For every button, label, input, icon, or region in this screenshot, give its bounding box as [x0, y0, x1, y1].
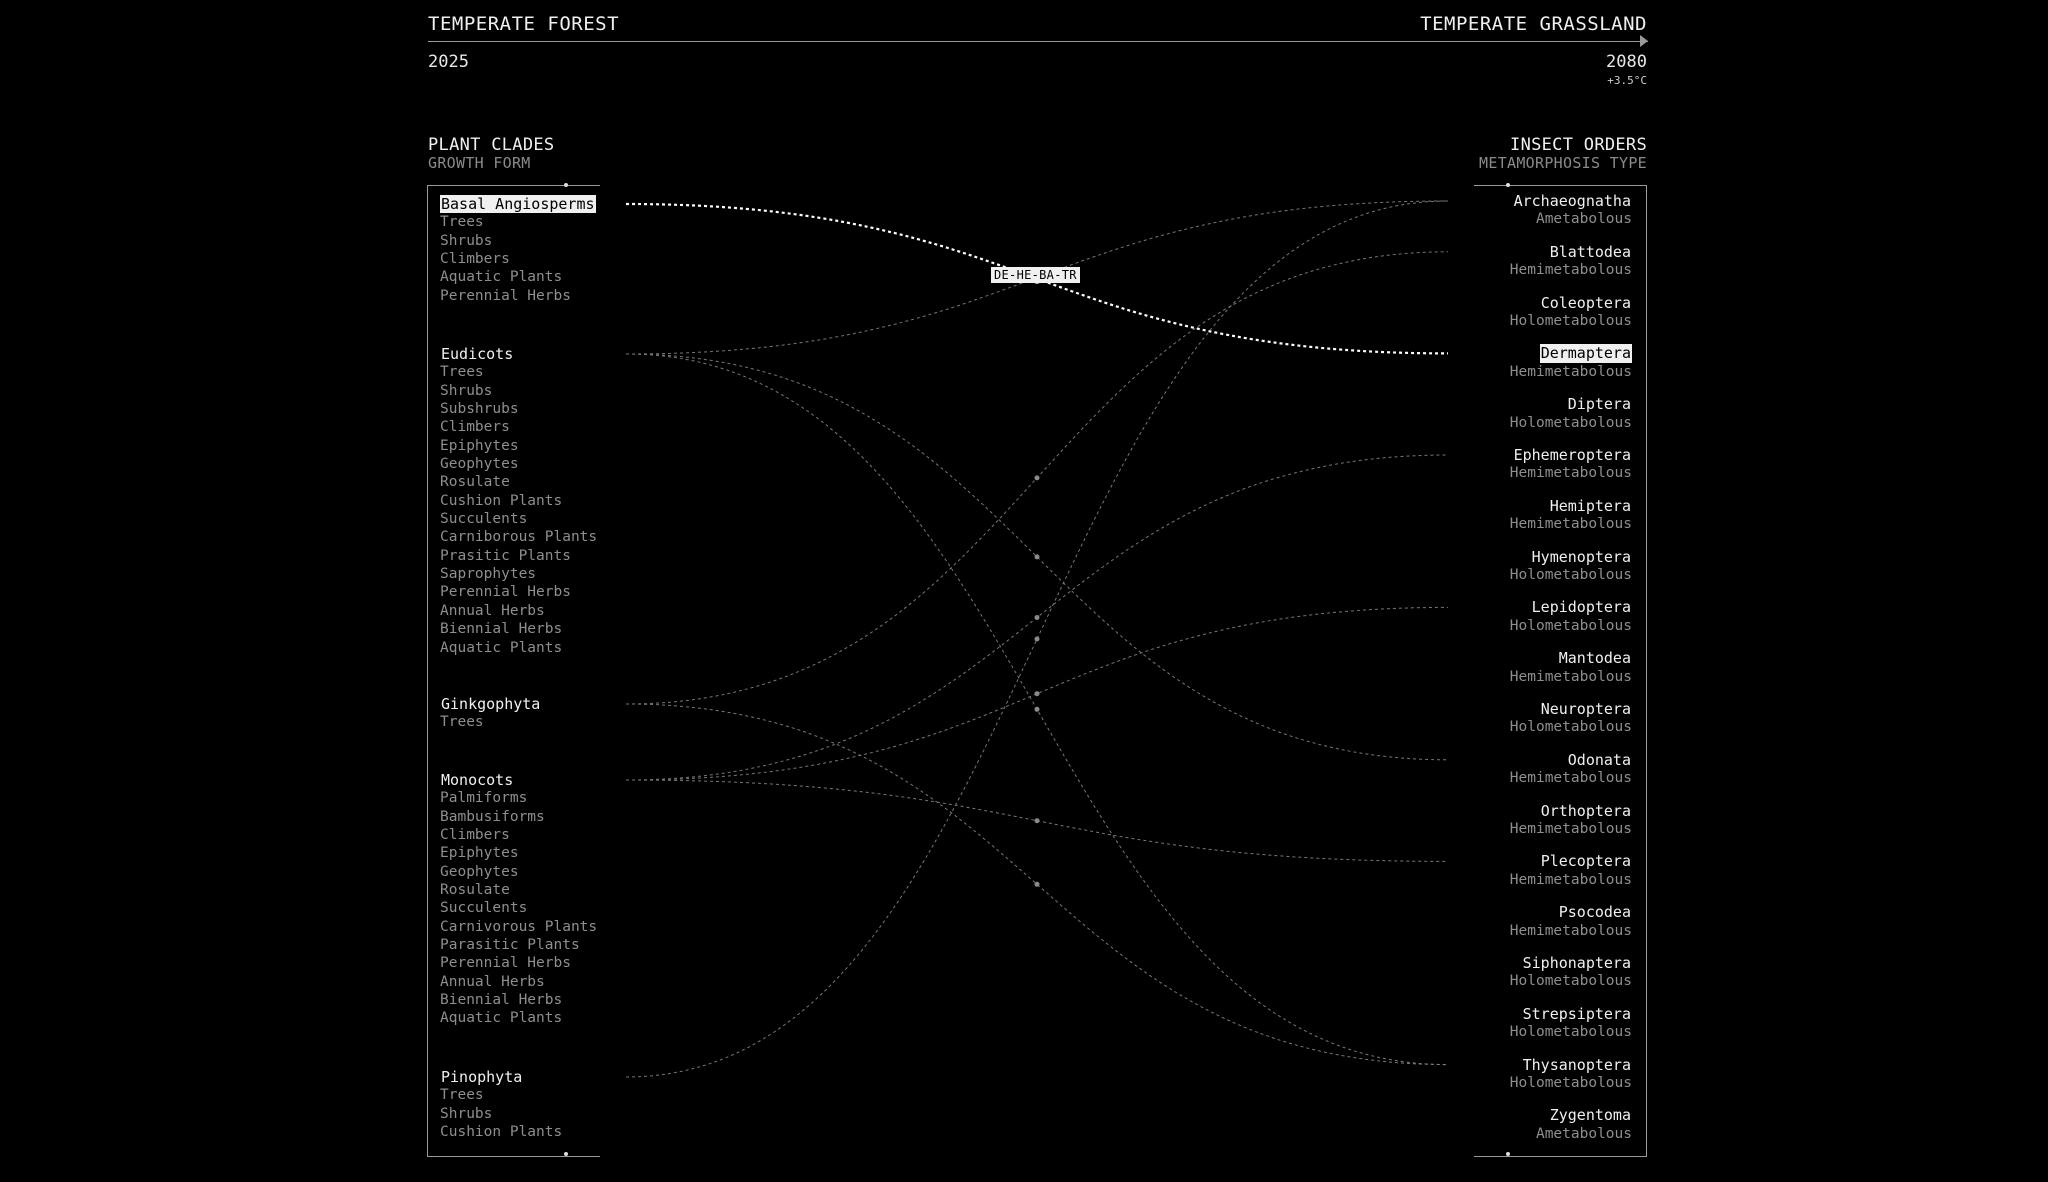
insect-orders-heading: INSECT ORDERS [1510, 135, 1647, 155]
metamorphosis-type: Hemimetabolous [1509, 516, 1632, 533]
order-group[interactable] [1510, 394, 1632, 432]
metamorphosis-type: Holometabolous [1509, 719, 1632, 736]
order-name[interactable]: Dermaptera [1540, 344, 1631, 363]
order-group[interactable] [1510, 851, 1632, 889]
clade-name[interactable]: Monocots [441, 771, 514, 789]
order-group[interactable] [1513, 191, 1632, 229]
metamorphosis-type: Holometabolous [1509, 566, 1632, 583]
growth-form-item: Saprophytes [440, 566, 537, 583]
clade-group[interactable] [440, 694, 541, 732]
growth-form-item: Carniborous Plants [440, 529, 598, 546]
order-name[interactable]: Orthoptera [1540, 801, 1631, 820]
order-name[interactable]: Strepsiptera [1522, 1004, 1631, 1023]
growth-form-item: Annual Herbs [440, 602, 545, 619]
link-midpoint-dot[interactable] [1035, 882, 1040, 887]
growth-form-item: Annual Herbs [440, 973, 545, 990]
metamorphosis-type: Holometabolous [1509, 312, 1632, 329]
metamorphosis-type: Hemimetabolous [1509, 770, 1632, 787]
link-midpoint-dot[interactable] [1035, 637, 1040, 642]
order-group[interactable] [1510, 496, 1632, 534]
growth-form-item: Geophytes [440, 863, 519, 880]
order-name[interactable]: Ephemeroptera [1513, 446, 1631, 464]
growth-form-item: Shrubs [440, 382, 493, 399]
clade-group[interactable] [440, 344, 597, 657]
order-group[interactable] [1510, 547, 1632, 585]
clade-group[interactable] [440, 194, 596, 305]
order-group[interactable] [1510, 445, 1632, 483]
clade-name[interactable]: Pinophyta [441, 1068, 523, 1086]
growth-form-item: Carnivorous Plants [440, 918, 598, 935]
order-group[interactable] [1510, 597, 1632, 635]
order-name[interactable]: Lepidoptera [1531, 598, 1631, 617]
link-midpoint-dot[interactable] [1035, 475, 1040, 480]
growth-form-item: Prasitic Plants [440, 547, 571, 564]
growth-form-item: Shrubs [440, 232, 493, 249]
clade-group[interactable] [440, 1067, 562, 1141]
order-name[interactable]: Mantodea [1558, 649, 1631, 668]
metamorphosis-type: Holometabolous [1509, 1074, 1632, 1091]
growth-form-item: Biennial Herbs [440, 992, 563, 1009]
order-group[interactable] [1510, 953, 1632, 991]
growth-form-item: Trees [440, 214, 484, 231]
metamorphosis-type: Hemimetabolous [1509, 922, 1632, 939]
metamorphosis-type: Hemimetabolous [1509, 262, 1632, 279]
metamorphosis-type: Ametabolous [1535, 211, 1632, 228]
growth-form-item: Succulents [440, 900, 528, 917]
order-group[interactable] [1510, 699, 1632, 737]
growth-form-item: Shrubs [440, 1105, 493, 1122]
target-biome-title: TEMPERATE GRASSLAND [1420, 13, 1647, 35]
order-group[interactable] [1510, 902, 1632, 940]
metamorphosis-type: Holometabolous [1509, 1024, 1632, 1041]
source-biome-title: TEMPERATE FOREST [428, 13, 620, 35]
order-name[interactable]: Odonata [1567, 750, 1631, 769]
clade-name[interactable]: Basal Angiosperms [441, 195, 595, 213]
metamorphosis-type: Hemimetabolous [1509, 668, 1632, 685]
metamorphosis-type: Holometabolous [1509, 617, 1632, 634]
order-name[interactable]: Plecoptera [1540, 852, 1631, 871]
plant-clades-heading: PLANT CLADES [428, 135, 555, 155]
order-name[interactable]: Coleoptera [1540, 293, 1631, 312]
order-name[interactable]: Thysanoptera [1522, 1055, 1631, 1074]
growth-form-item: Climbers [440, 419, 510, 436]
order-group[interactable] [1510, 750, 1632, 788]
metamorphosis-type: Hemimetabolous [1509, 871, 1632, 888]
order-name[interactable]: Hymenoptera [1531, 547, 1631, 566]
order-group[interactable] [1510, 648, 1632, 686]
link-tooltip: DE-HE-BA-TR [991, 267, 1080, 283]
growth-form-item: Epiphytes [440, 437, 519, 454]
growth-form-item: Trees [440, 714, 484, 731]
clade-name[interactable]: Eudicots [441, 345, 514, 363]
order-name[interactable]: Zygentoma [1549, 1106, 1631, 1125]
growth-form-item: Perennial Herbs [440, 287, 571, 304]
temperature-delta: +3.5°C [1607, 74, 1647, 87]
growth-form-item: Rosulate [440, 882, 510, 899]
order-name[interactable]: Psocodea [1558, 903, 1631, 922]
order-name[interactable]: Neuroptera [1540, 700, 1631, 718]
order-group[interactable] [1510, 343, 1632, 381]
growth-form-item: Epiphytes [440, 845, 519, 862]
growth-form-item: Parasitic Plants [440, 937, 580, 954]
metamorphosis-type-subheading: METAMORPHOSIS TYPE [1479, 154, 1647, 172]
link-midpoint-dot[interactable] [1035, 615, 1040, 620]
growth-form-item: Trees [440, 364, 484, 381]
order-group[interactable] [1510, 293, 1632, 331]
clade-name[interactable]: Ginkgophyta [441, 695, 541, 713]
end-year: 2080 [1606, 52, 1647, 72]
metamorphosis-type: Hemimetabolous [1509, 820, 1632, 837]
link-midpoint-dot[interactable] [1035, 691, 1040, 696]
growth-form-item: Biennial Herbs [440, 621, 563, 638]
metamorphosis-type: Hemimetabolous [1509, 465, 1632, 482]
growth-form-item: Aquatic Plants [440, 639, 563, 656]
growth-form-item: Trees [440, 1087, 484, 1104]
growth-form-item: Bambusiforms [440, 808, 545, 825]
growth-form-item: Cushion Plants [440, 492, 563, 509]
growth-form-item: Succulents [440, 511, 528, 528]
metamorphosis-type: Ametabolous [1535, 1125, 1632, 1142]
growth-form-item: Aquatic Plants [440, 1010, 563, 1027]
growth-form-subheading: GROWTH FORM [428, 154, 531, 172]
metamorphosis-type: Holometabolous [1509, 414, 1632, 431]
growth-form-item: Perennial Herbs [440, 955, 571, 972]
order-group[interactable] [1510, 1004, 1632, 1042]
order-name[interactable]: Blattodea [1549, 242, 1631, 261]
order-group[interactable] [1510, 1055, 1632, 1093]
order-group[interactable] [1536, 1105, 1632, 1143]
order-group[interactable] [1510, 242, 1632, 280]
order-name[interactable]: Archaeognatha [1513, 192, 1631, 210]
growth-form-item: Geophytes [440, 456, 519, 473]
order-name[interactable]: Siphonaptera [1522, 954, 1631, 972]
metamorphosis-type: Holometabolous [1509, 973, 1632, 990]
growth-form-item: Perennial Herbs [440, 584, 571, 601]
link-midpoint-dot[interactable] [1035, 818, 1040, 823]
order-group[interactable] [1510, 801, 1632, 839]
link-midpoint-dot[interactable] [1035, 707, 1040, 712]
growth-form-item: Aquatic Plants [440, 269, 563, 286]
growth-form-item: Cushion Plants [440, 1124, 563, 1141]
growth-form-item: Subshrubs [440, 401, 519, 418]
order-name[interactable]: Diptera [1567, 395, 1631, 414]
growth-form-item: Climbers [440, 251, 510, 268]
start-year: 2025 [428, 52, 469, 72]
link-midpoint-dot[interactable] [1035, 554, 1040, 559]
clade-group[interactable] [440, 770, 597, 1028]
growth-form-item: Palmiforms [440, 790, 528, 807]
growth-form-item: Rosulate [440, 474, 510, 491]
growth-form-item: Climbers [440, 827, 510, 844]
order-name[interactable]: Hemiptera [1549, 496, 1631, 515]
metamorphosis-type: Hemimetabolous [1509, 363, 1632, 380]
